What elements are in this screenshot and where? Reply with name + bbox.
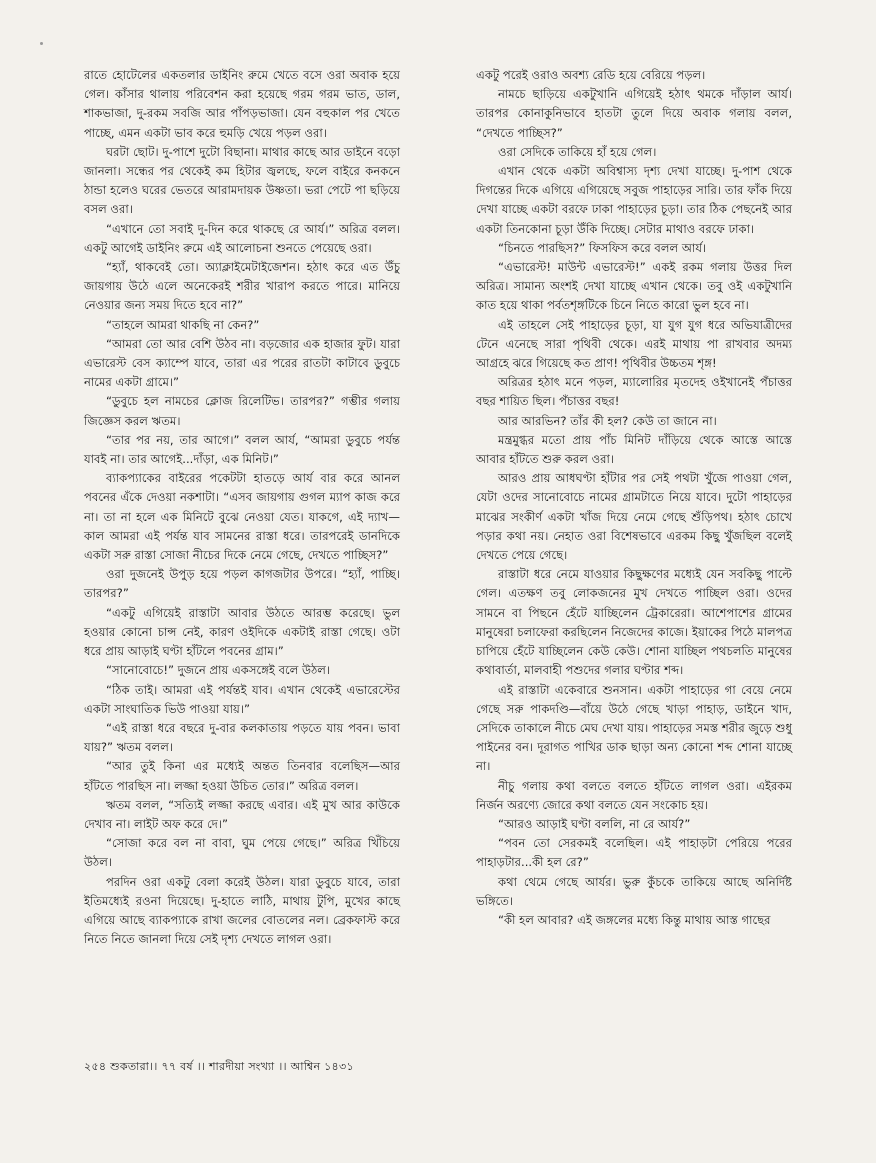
paragraph: “তাহলে আমরা থাকছি না কেন?” xyxy=(106,317,260,332)
paragraph: “সোজা করে বল না বাবা, ঘুম পেয়ে গেছে।” অরিত্র খিঁচিয়ে উঠল। xyxy=(84,836,400,870)
paragraph: পরদিন ওরা একটু বেলা করেই উঠল। যারা ডুবুচে যাবে, তারা ইতিমধ্যেই রওনা দিয়েছে। দু-হাতে লাঠি, মাথায় টুপি, মুখের কাছে এগিয়ে আছে ব্যাকপ্যাকে রাখা জলের বোতলের নল। ব্রেকফাস্ট করে নিতে নিতে জানলা দিয়ে সেই দৃশ্য দেখতে লাগল ওরা। xyxy=(84,874,400,947)
paragraph: ওরা সেদিকে তাকিয়ে হাঁ হয়ে গেল। xyxy=(498,144,657,159)
paragraph: এখান থেকে একটা অবিশ্বাস্য দৃশ্য দেখা যাচ্ছে। দু-পাশ থেকে দিগন্তের দিকে এগিয়ে এগিয়েছে সবুজ পাহাড়ের সারি। তার ফাঁক দিয়ে দেখা যাচ্ছে একটা বরফে ঢাকা পাহাড়ের চূড়া। তার ঠিক পেছনেই আর একটা তিনকোনা চূড়া উঁকি দিচ্ছে। সেটার মাথাও বরফে ঢাকা। xyxy=(476,164,792,236)
paragraph: রাতে হোটেলের একতলার ডাইনিং রুমে খেতে বসে ওরা অবাক হয়ে গেল। কাঁসার থালায় পরিবেশন করা হয়েছে গরম গরম ভাত, ডাল, শাকভাজা, দু-রকম সবজি আর পাঁপড়ভাজা। যেন বহুকাল পর খেতে পাচ্ছে, এমন একটা ভাব করে হুমড়ি খেয়ে পড়ল ওরা। xyxy=(84,68,400,140)
paragraph: “হ্যাঁ, থাকবেই তো। অ্যাক্লাইমেটাইজেশন। হঠাৎ করে এত উঁচু জায়গায় উঠে এলে অনেকেরই শরীর খারাপ করতে পারে। মানিয়ে নেওয়ার জন্য সময় দিতে হবে না?” xyxy=(84,260,400,313)
paragraph: “ডুবুচে হল নামচের ক্লোজ রিলেটিভ। তারপর?” গম্ভীর গলায় জিজ্ঞেস করল ঋতম। xyxy=(84,394,400,428)
paragraph: “চিনতে পারছিস?” ফিসফিস করে বলল আর্য। xyxy=(498,240,707,255)
paragraph: “একটু এগিয়েই রাস্তাটা আবার উঠতে আরম্ভ করেছে। ভুল হওয়ার কোনো চান্স নেই, কারণ ওইদিকে একটাই রাস্তা গেছে। ওটা ধরে প্রায় আড়াই ঘণ্টা হাঁটলে পবনের গ্রাম।” xyxy=(84,605,400,659)
paragraph: “ঠিক তাই। আমরা এই পর্যন্তই যাব। এখান থেকেই এভারেস্টের একটা সাংঘাতিক ভিউ পাওয়া যায়।” xyxy=(84,682,400,716)
paragraph: “কী হল আবার? এই জঙ্গলের মধ্যে কিন্তু মাথায় আস্ত গাছের xyxy=(498,912,771,927)
paragraph: একটু পরেই ওরাও অবশ্য রেডি হয়ে বেরিয়ে পড়ল। xyxy=(476,68,706,82)
paragraph: রাস্তাটা ধরে নেমে যাওয়ার কিছুক্ষণের মধ্যেই যেন সবকিছু পাল্টে গেল। এতক্ষণ তবু লোকজনের মুখ দেখতে পাচ্ছিল ওরা। ওদের সামনে বা পিছনে হেঁটে যাচ্ছিলেন ট্রেকারেরা। আশেপাশের গ্রামের মানুষেরা চলাফেরা করছিলেন নিজেদের কাজে। ইয়াকের পিঠে মালপত্র চাপিয়ে হেঁটে যাচ্ছিলেন কেউ কেউ। শোনা যাচ্ছিল পথচলতি মানুষের কথাবার্তা, মালবাহী পশুদের গলার ঘণ্টার শব্দ। xyxy=(476,567,792,678)
paragraph: “আমরা তো আর বেশি উঠব না। বড়জোর এক হাজার ফুট। যারা এভারেস্ট বেস ক্যাম্পে যাবে, তারা এর পরের রাতটা কাটাবে ডুবুচে নামের একটা গ্রামে।” xyxy=(84,336,400,390)
paragraph: আরও প্রায় আধঘণ্টা হাঁটার পর সেই পথটা খুঁজে পাওয়া গেল, যেটা ওদের সানোবোচে নামের গ্রামটাতে নিয়ে যাবে। দুটো পাহাড়ের মাঝের সংকীর্ণ একটা খাঁজ দিয়ে নেমে গেছে শুঁড়িপথ। হঠাৎ চোখে পড়ার কথা নয়। নেহাত ওরা বিশেষভাবে এরকম কিছু খুঁজছিল বলেই দেখতে পেয়ে গেছে। xyxy=(476,471,792,563)
paragraph: ঋতম বলল, “সত্যিই লজ্জা করছে এবার। এই মুখ আর কাউকে দেখাব না। লাইট অফ করে দে।” xyxy=(84,797,400,831)
paragraph: “এভারেস্ট! মাউন্ট এভারেস্ট!” একই রকম গলায় উত্তর দিল অরিত্র। সামান্য অংশই দেখা যাচ্ছে এখান থেকে। তবু ওই একটুখানি কাত হয়ে থাকা পর্বতশৃঙ্গটিকে চিনে নিতে কারো ভুল হবে না। xyxy=(476,260,792,313)
paragraph: নীচু গলায় কথা বলতে বলতে হাঁটতে লাগল ওরা। এইরকম নির্জন অরণ্যে জোরে কথা বলতে যেন সংকোচ হয়। xyxy=(476,778,792,812)
paragraph: ব্যাকপ্যাকের বাইরের পকেটটা হাতড়ে আর্য বার করে আনল পবনের এঁকে দেওয়া নকশাটা। “এসব জায়গায় গুগল ম্যাপ কাজ করে না। তা না হলে এক মিনিটে বুঝে নেওয়া যেত। যাকগে, এই দ্যাখ—কাল আমরা এই পর্যন্ত যাব সামনের রাস্তা ধরে। তারপরেই ডানদিকে একটা সরু রাস্তা সোজা নীচের দিকে নেমে গেছে, দেখতে পাচ্ছিস?” xyxy=(84,471,400,563)
right-text-column xyxy=(476,66,792,930)
page-footer: ২৫৪ শুকতারা।। ৭৭ বর্ষ ।। শারদীয়া সংখ্যা ।। আশ্বিন ১৪৩১ xyxy=(84,1060,354,1073)
paragraph: “সানোবোচে!” দুজনে প্রায় একসঙ্গেই বলে উঠল। xyxy=(106,663,331,678)
paragraph: অরিত্রর হঠাৎ মনে পড়ল, ম্যালোরির মৃতদেহ ওইখানেই পঁচাত্তর বছর শায়িত ছিল। পঁচাত্তর বছর! xyxy=(476,375,792,409)
paragraph: আর আরভিন? তাঁর কী হল? কেউ তা জানে না। xyxy=(498,413,717,428)
paragraph: “আর তুই কিনা এর মধ্যেই অন্তত তিনবার বলেছিস—আর হাঁটতে পারছিস না। লজ্জা হওয়া উচিত তোর।” অরিত্র বলল। xyxy=(84,759,400,793)
paragraph: “এই রাস্তা ধরে বছরে দু-বার কলকাতায় পড়তে যায় পবন। ভাবা যায়?” ঋতম বলল। xyxy=(84,720,400,755)
paragraph: কথা থেমে গেছে আর্যর। ভুরু কুঁচকে তাকিয়ে আছে অনির্দিষ্ট ভঙ্গিতে। xyxy=(476,874,792,908)
left-text-column xyxy=(84,66,400,949)
speck xyxy=(40,42,43,45)
paragraph: মন্ত্রমুগ্ধর মতো প্রায় পাঁচ মিনিট দাঁড়িয়ে থেকে আস্তে আস্তে আবার হাঁটতে শুরু করল ওরা। xyxy=(476,432,792,467)
paragraph: “তার পর নয়, তার আগে।” বলল আর্য, “আমরা ডুবুচে পর্যন্ত যাবই না। তার আগেই...দাঁড়া, এক মিনিট।” xyxy=(84,432,400,467)
paragraph: এই তাহলে সেই পাহাড়ের চূড়া, যা যুগ যুগ ধরে অভিযাত্রীদের টেনে এনেছে সারা পৃথিবী থেকে। এরই মাথায় পা রাখবার অদম্য আগ্রহে ঝরে গিয়েছে কত প্রাণ! পৃথিবীর উচ্চতম শৃঙ্গ! xyxy=(476,317,792,371)
paragraph: ঘরটা ছোট। দু-পাশে দুটো বিছানা। মাথার কাছে আর ডাইনে বড়ো জানলা। সন্ধের পর থেকেই কম হিটার জ্বলছে, ফলে বাইরে কনকনে ঠান্ডা হলেও ঘরের ভেতরে আরামদায়ক উষ্ণতা। ভরা পেটে পা ছড়িয়ে বসল ওরা। xyxy=(84,144,400,217)
paragraph: এই রাস্তাটা একেবারে শুনসান। একটা পাহাড়ের গা বেয়ে নেমে গেছে সরু পাকদণ্ডি—বাঁয়ে উঠে গেছে খাড়া পাহাড়, ডাইনে খাদ, সেদিকে তাকালে নীচে মেঘ দেখা যায়। পাহাড়ের সমস্ত শরীর জুড়ে শুধু পাইনের বন। দূরাগত পাখির ডাক ছাড়া অন্য কোনো শব্দ শোনা যাচ্ছে না। xyxy=(476,682,792,774)
paragraph: “পবন তো সেরকমই বলেছিল। এই পাহাড়টা পেরিয়ে পরের পাহাড়টার...কী হল রে?” xyxy=(476,836,792,870)
paragraph: “এখানে তো সবাই দু-দিন করে থাকছে রে আর্য।” অরিত্র বলল। একটু আগেই ডাইনিং রুমে এই আলোচনা শুনতে পেয়েছে ওরা। xyxy=(84,221,400,255)
paragraph: “আরও আড়াই ঘণ্টা বললি, না রে আর্য?” xyxy=(498,816,691,831)
paragraph: ওরা দুজনেই উপুড় হয়ে পড়ল কাগজটার উপরে। “হ্যাঁ, পাচ্ছি। তারপর?” xyxy=(84,567,400,601)
paragraph: নামচে ছাড়িয়ে একটুখানি এগিয়েই হঠাৎ থমকে দাঁড়াল আর্য। তারপর কোনাকুনিভাবে হাতটা তুলে দিয়ে অবাক গলায় বলল, “দেখতে পাচ্ছিস?” xyxy=(476,87,792,140)
